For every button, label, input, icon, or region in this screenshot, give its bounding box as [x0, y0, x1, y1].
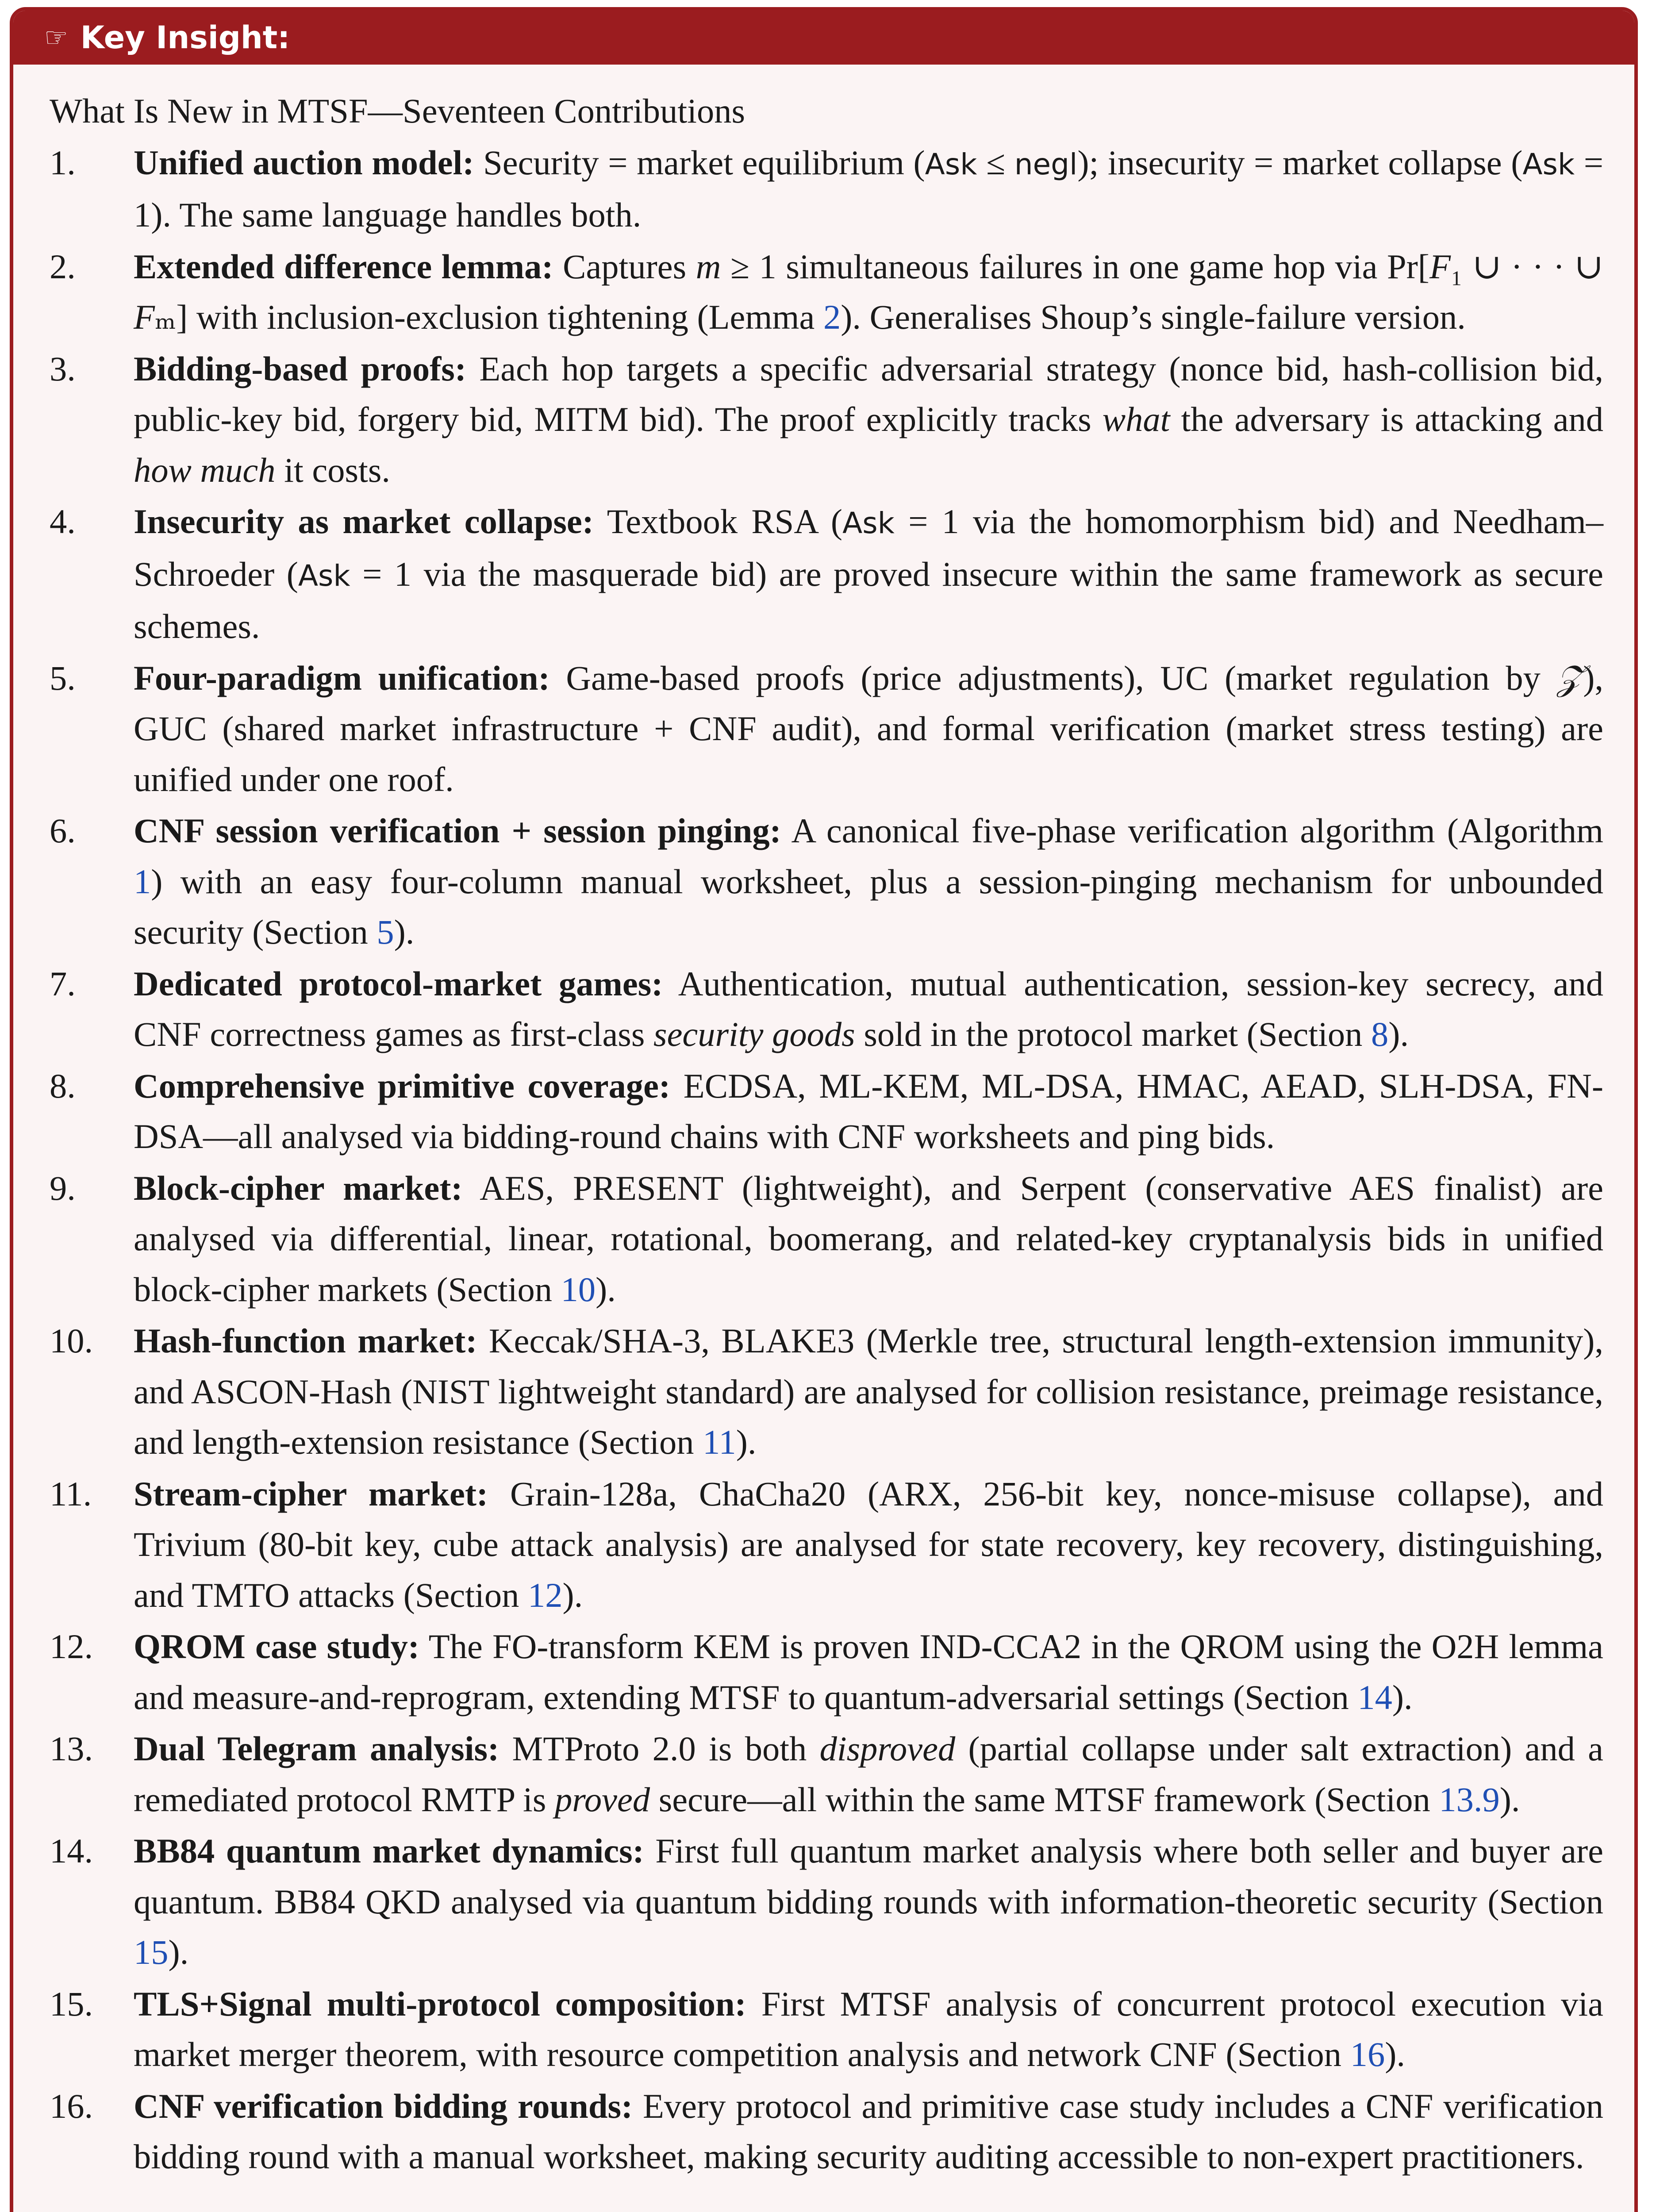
emphasis: disproved: [819, 1729, 956, 1768]
list-item: [50, 1061, 1603, 1162]
item-number: 1.: [50, 143, 76, 182]
item-text: ).: [596, 1270, 616, 1309]
item-label: Insecurity as market collapse:: [134, 502, 594, 541]
section-link[interactable]: 16: [1350, 2035, 1385, 2074]
math-ask: Ask: [842, 506, 895, 540]
item-body: [134, 806, 1603, 958]
list-item: [50, 344, 1603, 496]
item-body: [134, 1469, 1603, 1621]
item-text: Captures: [563, 247, 696, 286]
item-body: [134, 1826, 1603, 1978]
section-link[interactable]: 11: [703, 1423, 736, 1461]
item-label: BB84 quantum market dynamics:: [134, 1832, 644, 1870]
item-label: CNF verification bidding rounds:: [134, 2086, 633, 2125]
item-text: secure—all within the same MTSF framework (Section: [650, 1780, 1439, 1819]
item-label: Extended difference lemma:: [134, 247, 553, 286]
item-text: Security = market equilibrium (: [483, 143, 925, 182]
section-link[interactable]: 12: [527, 1575, 563, 1614]
item-text: Every protocol and primitive case study includes a CNF verification bidding round with a manual worksheet, making security auditing accessible to non-expert practitioners.: [134, 2086, 1604, 2176]
item-text: Each hop targets a specific adversarial strategy (nonce bid, hash-collision bid, public-key bid, forgery bid, MITM bid). The proof explicitly tracks: [134, 349, 1604, 438]
list-item: [50, 959, 1603, 1060]
item-text: AES, PRESENT (lightweight), and Serpent (conservative AES finalist) are analysed via differential, linear, rotational, boomerang, and related-key cryptanalysis bids in unified block-cipher markets (Section: [134, 1168, 1604, 1309]
item-label: Dual Telegram analysis:: [134, 1729, 499, 1768]
list-item: [50, 1979, 1603, 2080]
item-number: 11.: [50, 1474, 92, 1513]
item-text: ).: [736, 1423, 757, 1461]
section-link[interactable]: 15: [134, 1933, 169, 1971]
math-var: F: [134, 298, 155, 336]
item-label: Four-paradigm unification:: [134, 658, 550, 697]
list-item: [50, 1724, 1603, 1825]
list-item: [50, 2081, 1603, 2182]
emphasis: what: [1102, 400, 1170, 438]
item-text: ).: [1499, 1780, 1520, 1819]
item-body: [134, 1316, 1603, 1468]
item-label: Unified auction model:: [134, 143, 474, 182]
item-number: 12.: [50, 1627, 93, 1666]
list-item: [50, 496, 1603, 652]
list-item: [50, 1621, 1603, 1723]
math-negl: negl: [1014, 147, 1078, 181]
item-text: The FO-transform KEM is proven IND-CCA2 in the QROM using the O2H lemma and measure-and-reprogram, extending MTSF to quantum-adversarial settings (Section: [134, 1627, 1603, 1717]
item-text: = 1). The same language handles both.: [134, 143, 1603, 234]
box-title: Key Insight:: [80, 19, 290, 56]
item-text: the adversary is attacking and: [1170, 400, 1603, 438]
item-body: [134, 138, 1603, 241]
item-text: ) with an easy four-column manual worksheet, plus a session-pinging mechanism for unbounded security (Section: [134, 862, 1603, 951]
item-body: [134, 496, 1603, 652]
item-text: = 1 via the masquerade bid) are proved insecure within the same framework as secure schemes.: [134, 554, 1604, 645]
item-text: ECDSA, ML-KEM, ML-DSA, HMAC, AEAD, SLH-DSA, FN-DSA—all analysed via bidding-round chains with CNF worksheets and ping bids.: [134, 1066, 1604, 1156]
item-label: QROM case study:: [134, 1627, 420, 1666]
box-content: [13, 65, 1634, 2182]
item-number: 14.: [50, 1832, 93, 1870]
item-text: First MTSF analysis of concurrent protocol execution via market merger theorem, with resource competition analysis and network CNF (Section: [134, 1984, 1603, 2074]
item-text: ).: [1392, 1678, 1413, 1717]
item-text: Keccak/SHA-3, BLAKE3 (Merkle tree, structural length-extension immunity), and ASCON-Hash (NIST lightweight standard) are analysed for collision resistance, preimage resistance, and length-extension resistance (Section: [134, 1321, 1603, 1461]
item-label: Block-cipher market:: [134, 1168, 463, 1207]
item-body: [134, 2081, 1603, 2182]
section-link[interactable]: 5: [377, 913, 394, 951]
math-ask: Ask: [925, 147, 977, 181]
section-link[interactable]: 14: [1357, 1678, 1392, 1717]
item-text: ), GUC (shared market infrastructure + CNF audit), and formal verification (market stress testing) are unified under one roof.: [134, 658, 1604, 799]
item-text: ).: [394, 913, 415, 951]
item-number: 7.: [50, 964, 76, 1003]
item-number: 6.: [50, 811, 76, 850]
item-label: Dedicated protocol-market games:: [134, 964, 663, 1003]
item-text: MTProto 2.0 is both: [512, 1729, 820, 1768]
item-label: Comprehensive primitive coverage:: [134, 1066, 671, 1105]
item-text: ).: [1385, 2035, 1405, 2074]
algorithm-link[interactable]: 1: [134, 862, 151, 901]
item-text: ); insecurity = market collapse (: [1077, 143, 1523, 182]
item-label: CNF session verification + session pinging:: [134, 811, 781, 850]
item-body: [134, 1163, 1603, 1315]
list-item: [50, 1316, 1603, 1468]
math-var: F: [1429, 247, 1451, 286]
item-label: TLS+Signal multi-protocol composition:: [134, 1984, 746, 2023]
list-item: [50, 1826, 1603, 1978]
item-text: ≥ 1 simultaneous failures in one game hop via Pr[: [721, 247, 1429, 286]
item-text: ).: [168, 1933, 189, 1971]
item-text: Game-based proofs (price adjustments), UC (market regulation by: [566, 658, 1557, 697]
item-number: 4.: [50, 502, 76, 541]
section-link[interactable]: 13.9: [1439, 1780, 1500, 1819]
item-number: 3.: [50, 349, 76, 388]
list-item: [50, 653, 1603, 805]
emphasis: security goods: [653, 1015, 855, 1053]
item-text: Authentication, mutual authentication, session-key secrecy, and CNF correctness games as first-class: [134, 964, 1603, 1053]
subtitle: What Is New in MTSF—Seventeen Contributions: [50, 92, 745, 130]
item-text: ≤: [977, 143, 1014, 182]
item-number: 16.: [50, 2086, 93, 2125]
item-body: [134, 344, 1603, 496]
item-text: = 1 via the homomorphism bid) and Needham–Schroeder (: [134, 502, 1603, 593]
item-text: Grain-128a, ChaCha20 (ARX, 256-bit key, nonce-misuse collapse), and Trivium (80-bit key, cube attack analysis) are analysed for state recovery, key recovery, distinguishing, and TMTO attacks (Section: [134, 1474, 1603, 1614]
math-ask: Ask: [298, 558, 350, 593]
math-ask: Ask: [1522, 147, 1575, 181]
item-body: [134, 1724, 1603, 1825]
list-item: [50, 1469, 1603, 1621]
item-label: Bidding-based proofs:: [134, 349, 466, 388]
item-body: [134, 1621, 1603, 1723]
item-number: 15.: [50, 1984, 93, 2023]
item-text: ₁ ∪ · · · ∪: [1450, 247, 1604, 286]
list-item: [50, 138, 1603, 241]
section-link[interactable]: 8: [1371, 1015, 1389, 1053]
item-text: Textbook RSA (: [607, 502, 843, 541]
item-number: 8.: [50, 1066, 76, 1105]
item-text: (partial collapse under salt extraction) and a remediated protocol RMTP is: [134, 1729, 1604, 1819]
emphasis: how much: [134, 450, 276, 489]
box-header: [13, 11, 1634, 65]
item-text: sold in the protocol market (Section: [855, 1015, 1372, 1053]
emphasis: proved: [555, 1780, 650, 1819]
item-text: ).: [562, 1575, 583, 1614]
item-body: [134, 242, 1603, 343]
item-body: [134, 959, 1603, 1060]
item-number: 9.: [50, 1168, 76, 1207]
list-item: [50, 806, 1603, 958]
item-text: ). Generalises Shoup’s single-failure version.: [841, 298, 1466, 336]
item-text: it costs.: [275, 450, 391, 489]
item-label: Hash-function market:: [134, 1321, 477, 1360]
lemma-link[interactable]: 2: [823, 298, 841, 336]
pointing-hand-icon: ☞: [44, 22, 68, 53]
key-insight-box: [10, 7, 1638, 2212]
item-number: 2.: [50, 247, 76, 286]
item-body: [134, 653, 1603, 805]
item-label: Stream-cipher market:: [134, 1474, 488, 1513]
item-number: 10.: [50, 1321, 93, 1360]
section-link[interactable]: 10: [561, 1270, 596, 1309]
item-text: ).: [1388, 1015, 1409, 1053]
item-text: A canonical five-phase verification algorithm (Algorithm: [791, 811, 1603, 850]
item-text: First full quantum market analysis where both seller and buyer are quantum. BB84 QKD analysed via quantum bidding rounds with information-theoretic security (Section: [134, 1832, 1603, 1921]
item-body: [134, 1061, 1603, 1162]
list-item: [50, 1163, 1603, 1315]
math-var: m: [695, 247, 721, 286]
item-number: 13.: [50, 1729, 93, 1768]
list-item: [50, 242, 1603, 343]
item-number: 5.: [50, 658, 76, 697]
math-environment: 𝒵: [1556, 658, 1583, 697]
item-text: ₘ] with inclusion-exclusion tightening (Lemma: [154, 298, 823, 336]
item-body: [134, 1979, 1603, 2080]
